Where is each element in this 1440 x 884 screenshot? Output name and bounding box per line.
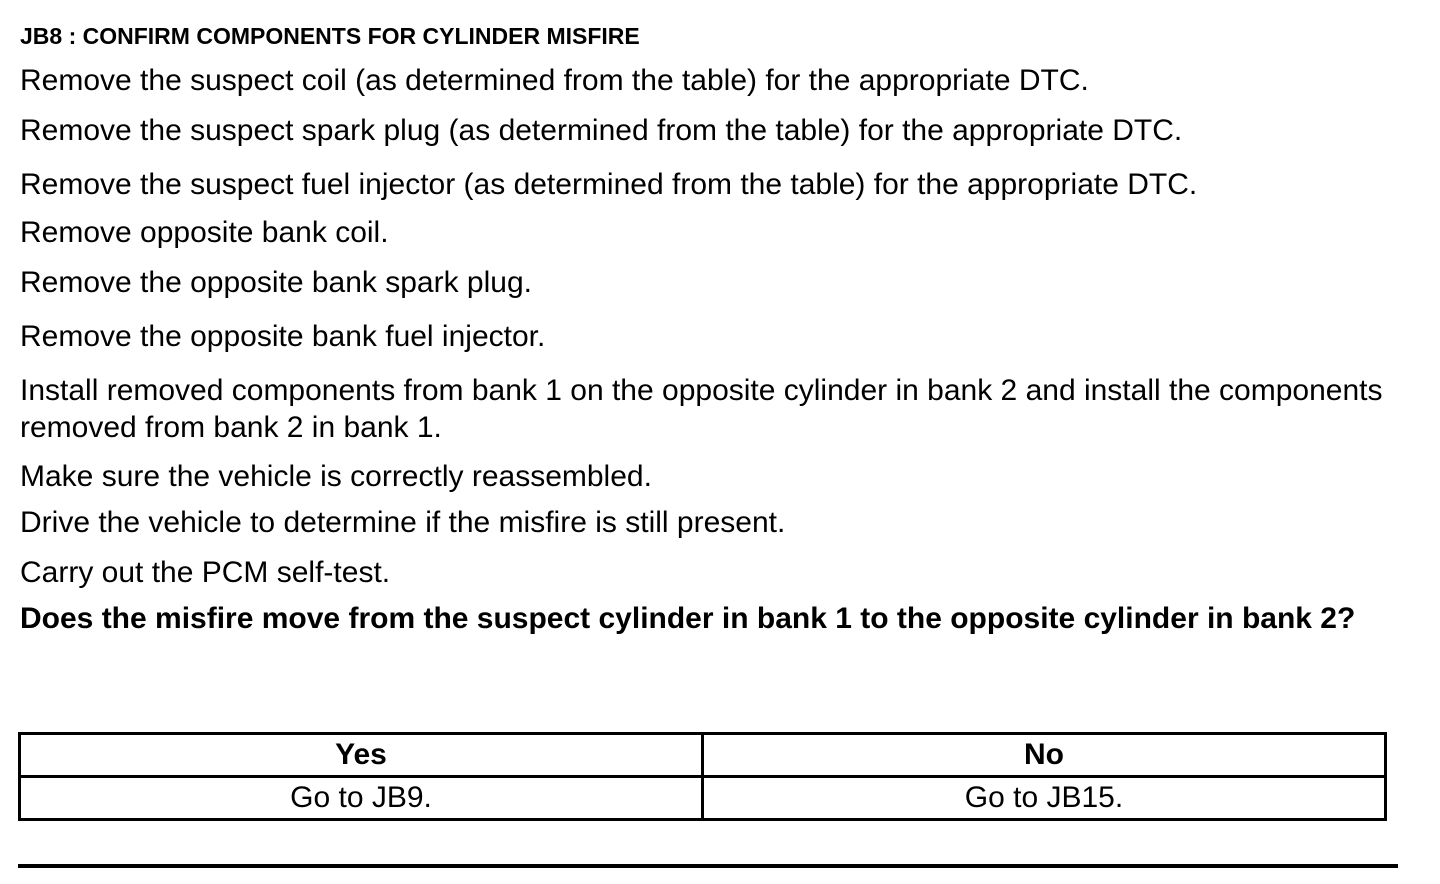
- step: Make sure the vehicle is correctly reassembled.: [20, 460, 652, 493]
- step: Remove the suspect coil (as determined from the table) for the appropriate DTC.: [20, 64, 1089, 97]
- step: Remove the suspect fuel injector (as determined from the table) for the appropriate DTC.: [20, 168, 1198, 201]
- bottom-divider: [18, 864, 1398, 868]
- yes-action: Go to JB9.: [20, 777, 703, 820]
- step: Remove the opposite bank spark plug.: [20, 266, 532, 299]
- section-title: JB8 : CONFIRM COMPONENTS FOR CYLINDER MISFIRE: [20, 23, 640, 49]
- no-header: No: [703, 734, 1386, 777]
- step: Remove opposite bank coil.: [20, 216, 389, 249]
- question: Does the misfire move from the suspect cylinder in bank 1 to the opposite cylinder in bank 2?: [20, 602, 1356, 635]
- step: Remove the opposite bank fuel injector.: [20, 320, 546, 353]
- step: Remove the suspect spark plug (as determined from the table) for the appropriate DTC.: [20, 114, 1183, 147]
- step: Install removed components from bank 1 on the opposite cylinder in bank 2 and install the components removed from bank 2 in bank 1.: [20, 374, 1383, 444]
- yes-header: Yes: [20, 734, 703, 777]
- decision-table: [18, 732, 1387, 821]
- step: Drive the vehicle to determine if the misfire is still present.: [20, 506, 786, 539]
- no-action: Go to JB15.: [703, 777, 1386, 820]
- step: Carry out the PCM self-test.: [20, 556, 391, 589]
